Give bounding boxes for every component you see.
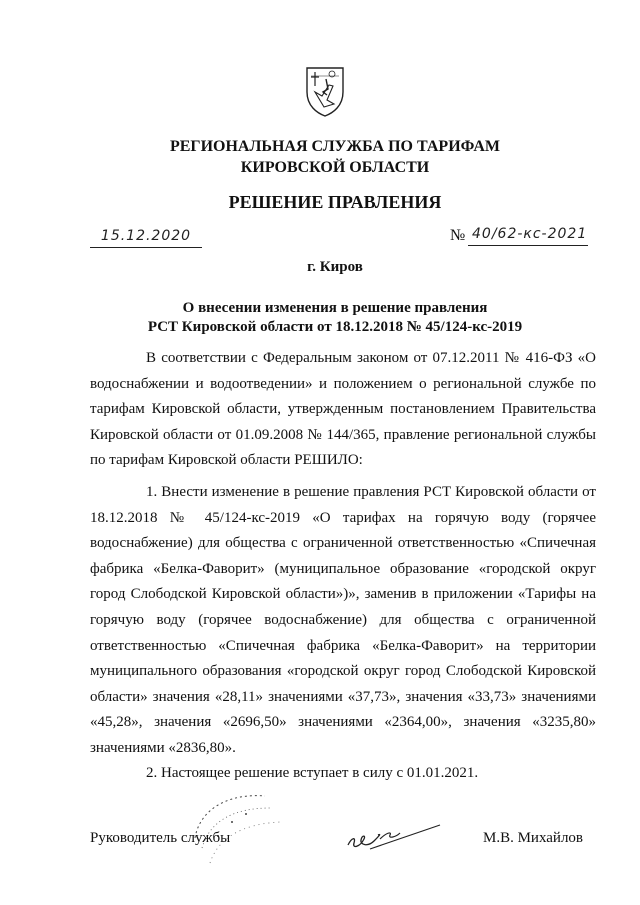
decision-number: 40/62-кс-2021 bbox=[468, 226, 588, 246]
body-paragraph-legal-basis: В соответствии с Федеральным законом от 07.12.2011 № 416-ФЗ «О водоснабжении и водоотведении» и положением о региональной службе по тарифам Кировской области, утвержденным постановлением Правительства Кировской области от 01.09.2008 № 144/365, правление региональной службы по тарифам Кировской области РЕШИЛО: bbox=[90, 350, 596, 469]
agency-name-line1: РЕГИОНАЛЬНАЯ СЛУЖБА ПО ТАРИФАМ bbox=[169, 138, 501, 155]
decision-number-field bbox=[450, 226, 590, 248]
signatory-position: Руководитель службы bbox=[90, 830, 231, 846]
city-name: г. Киров bbox=[307, 259, 363, 275]
subject-line2: РСТ Кировской области от 18.12.2018 № 45/124-кс-2019 bbox=[147, 319, 523, 335]
coat-of-arms-icon bbox=[303, 62, 347, 118]
signatory-name: М.В. Михайлов bbox=[483, 830, 584, 846]
agency-name-line2: КИРОВСКОЙ ОБЛАСТИ bbox=[240, 159, 430, 176]
handwritten-signature bbox=[330, 805, 450, 865]
subject-line1: О внесении изменения в решение правления bbox=[182, 300, 488, 316]
document-title: РЕШЕНИЕ ПРАВЛЕНИЯ bbox=[228, 192, 442, 212]
body-paragraph-item-1: 1. Внести изменение в решение правления РСТ Кировской области от 18.12.2018 № 45/124-кс-2019 «О тарифах на горячую воду (горячее водоснабжение) для общества с ограниченной ответственностью «Спичечная фабрика «Белка-Фаворит» (муниципальное образование «городской округ город Слободской Кировской области»)», заменив в приложении «Тарифы на горячую воду (горячее водоснабжение) для общества с ограниченной ответственностью «Спичечная фабрика «Белка-Фаворит» на территории муниципального образования «городской округ город Слободской Кировской области» значения «28,11» значениями «37,73», значения «33,73» значениями «45,28», значения «2696,50» значениями «2364,00», значения «3235,80» значениями «2836,80». bbox=[90, 484, 596, 756]
decision-date: 15.12.2020 bbox=[90, 228, 202, 248]
official-stamp-icon bbox=[180, 778, 300, 873]
number-sign: № bbox=[450, 227, 466, 244]
body-paragraph-item-2: 2. Настоящее решение вступает в силу с 01.01.2021. bbox=[146, 765, 479, 781]
